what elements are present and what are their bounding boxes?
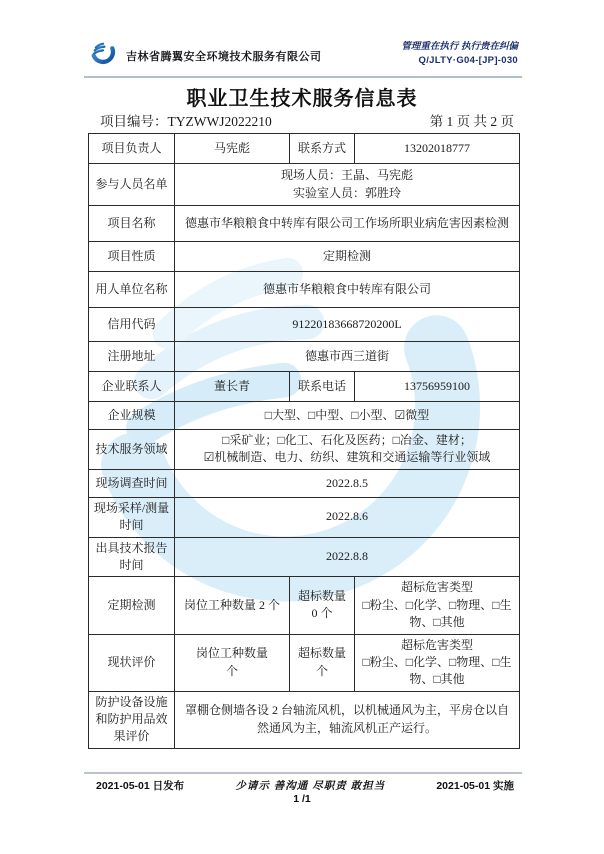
table-row [89,577,520,634]
table-row [89,402,520,430]
table-row [89,634,520,691]
row-label: 现场采样/测量时间 [89,497,175,537]
company-logo-icon [88,42,120,69]
row-value: 2022.8.6 [175,497,520,537]
row-label: 参与人员名单 [89,164,175,206]
value-line: 实验室人员：郭胜玲 [292,185,401,200]
value-line: ☑机械制造、电力、纺织、建筑和交通运输等行业领域 [203,450,491,465]
table-row [89,272,520,308]
row-value: 岗位工种数量 2 个 [175,577,290,634]
document-code: Q/JLTY·G04-[JP]-030 [418,55,518,66]
row-value: 马宪彪 [175,134,290,164]
row-label: 企业规模 [89,402,175,430]
table-row [89,372,520,402]
row-value: 德惠市华粮粮食中转库有限公司工作场所职业病危害因素检测 [175,206,520,242]
row-value: 91220183668720200L [175,308,520,342]
row-label: 注册地址 [89,342,175,372]
row-label: 防护设备设施和防护用品效果评价 [89,691,175,748]
row-label: 联系方式 [290,134,355,164]
page-indicator: 第 1 页 共 2 页 [429,114,514,129]
company-brand [88,42,322,69]
row-label: 信用代码 [89,308,175,342]
table-row [89,164,520,206]
value-line: 岗位工种数量 [195,646,268,661]
row-value [290,634,355,691]
company-name: 吉林省腾翼安全环境技术服务有限公司 [126,50,322,63]
page-header [88,36,518,74]
table-row [89,430,520,470]
footer-divider [84,772,522,774]
footer-implement-date: 2021-05-01 实施 [436,780,514,792]
value-line: 超标数量 [297,646,346,661]
value-line: 0 个 [311,606,333,621]
info-table-wrap [88,133,520,749]
value-line: □粉尘、□化学、□物理、□生物、□其他 [362,654,512,687]
row-label: 联系电话 [290,372,355,402]
value-line: 超标危害类型 [400,637,473,652]
row-value: 德惠市华粮粮食中转库有限公司 [175,272,520,308]
document-meta [100,110,514,130]
row-label: 企业联系人 [89,372,175,402]
table-row [89,497,520,537]
row-value checkbox-options [355,577,520,634]
row-label: 出具技术报告时间 [89,537,175,577]
page-title: 职业卫生技术服务信息表 [186,88,418,110]
header-slogan: 管理重在执行 执行贵在纠偏 [401,41,518,52]
row-value: 2022.8.5 [175,469,520,497]
row-value [175,164,520,206]
table-row [89,308,520,342]
table-row [89,134,520,164]
row-value: 2022.8.8 [175,537,520,577]
value-line: 个 [315,663,328,678]
row-value [175,634,290,691]
row-value [290,577,355,634]
table-row [89,691,520,748]
table-row [89,242,520,272]
footer-page-number: 1 /1 [293,793,311,805]
page-footer [96,778,514,793]
row-value: 董长青 [175,372,290,402]
table-row [89,206,520,242]
value-line: 个 [225,663,238,678]
footer-slogan: 少请示 善沟通 尽职责 敢担当 [235,780,386,792]
row-value: 13202018777 [355,134,520,164]
row-value: 13756959100 [355,372,520,402]
row-value: 罩棚仓侧墙各设 2 台轴流风机，以机械通风为主，平房仓以自然通风为主，轴流风机正产运行。 [175,691,520,748]
row-value: 定期检测 [175,242,520,272]
row-label: 项目名称 [89,206,175,242]
value-line: 现场人员：王晶、马宪彪 [280,168,413,183]
row-label: 现场调查时间 [89,469,175,497]
info-table [88,133,520,749]
row-value checkbox-options [355,634,520,691]
row-label: 用人单位名称 [89,272,175,308]
value-line: 超标危害类型 [400,580,473,595]
table-row [89,537,520,577]
row-label: 项目负责人 [89,134,175,164]
value-line: 超标数量 [297,589,346,604]
value-line: □采矿业；□化工、石化及医药；□冶金、建材； [222,433,472,447]
row-value checkbox-options: □大型、□中型、□小型、☑微型 [175,402,520,430]
value-line: □粉尘、□化学、□物理、□生物、□其他 [362,597,512,630]
project-number: 项目编号：TYZWWJ2022210 [100,114,272,129]
row-label: 现状评价 [89,634,175,691]
row-label: 定期检测 [89,577,175,634]
table-row [89,469,520,497]
row-label: 项目性质 [89,242,175,272]
header-divider [84,76,522,78]
row-value: 德惠市西三道街 [175,342,520,372]
row-label: 技术服务领域 [89,430,175,470]
row-value checkbox-options [175,430,520,470]
header-codes [401,38,518,66]
footer-release-date: 2021-05-01 日发布 [96,780,185,792]
table-row [89,342,520,372]
